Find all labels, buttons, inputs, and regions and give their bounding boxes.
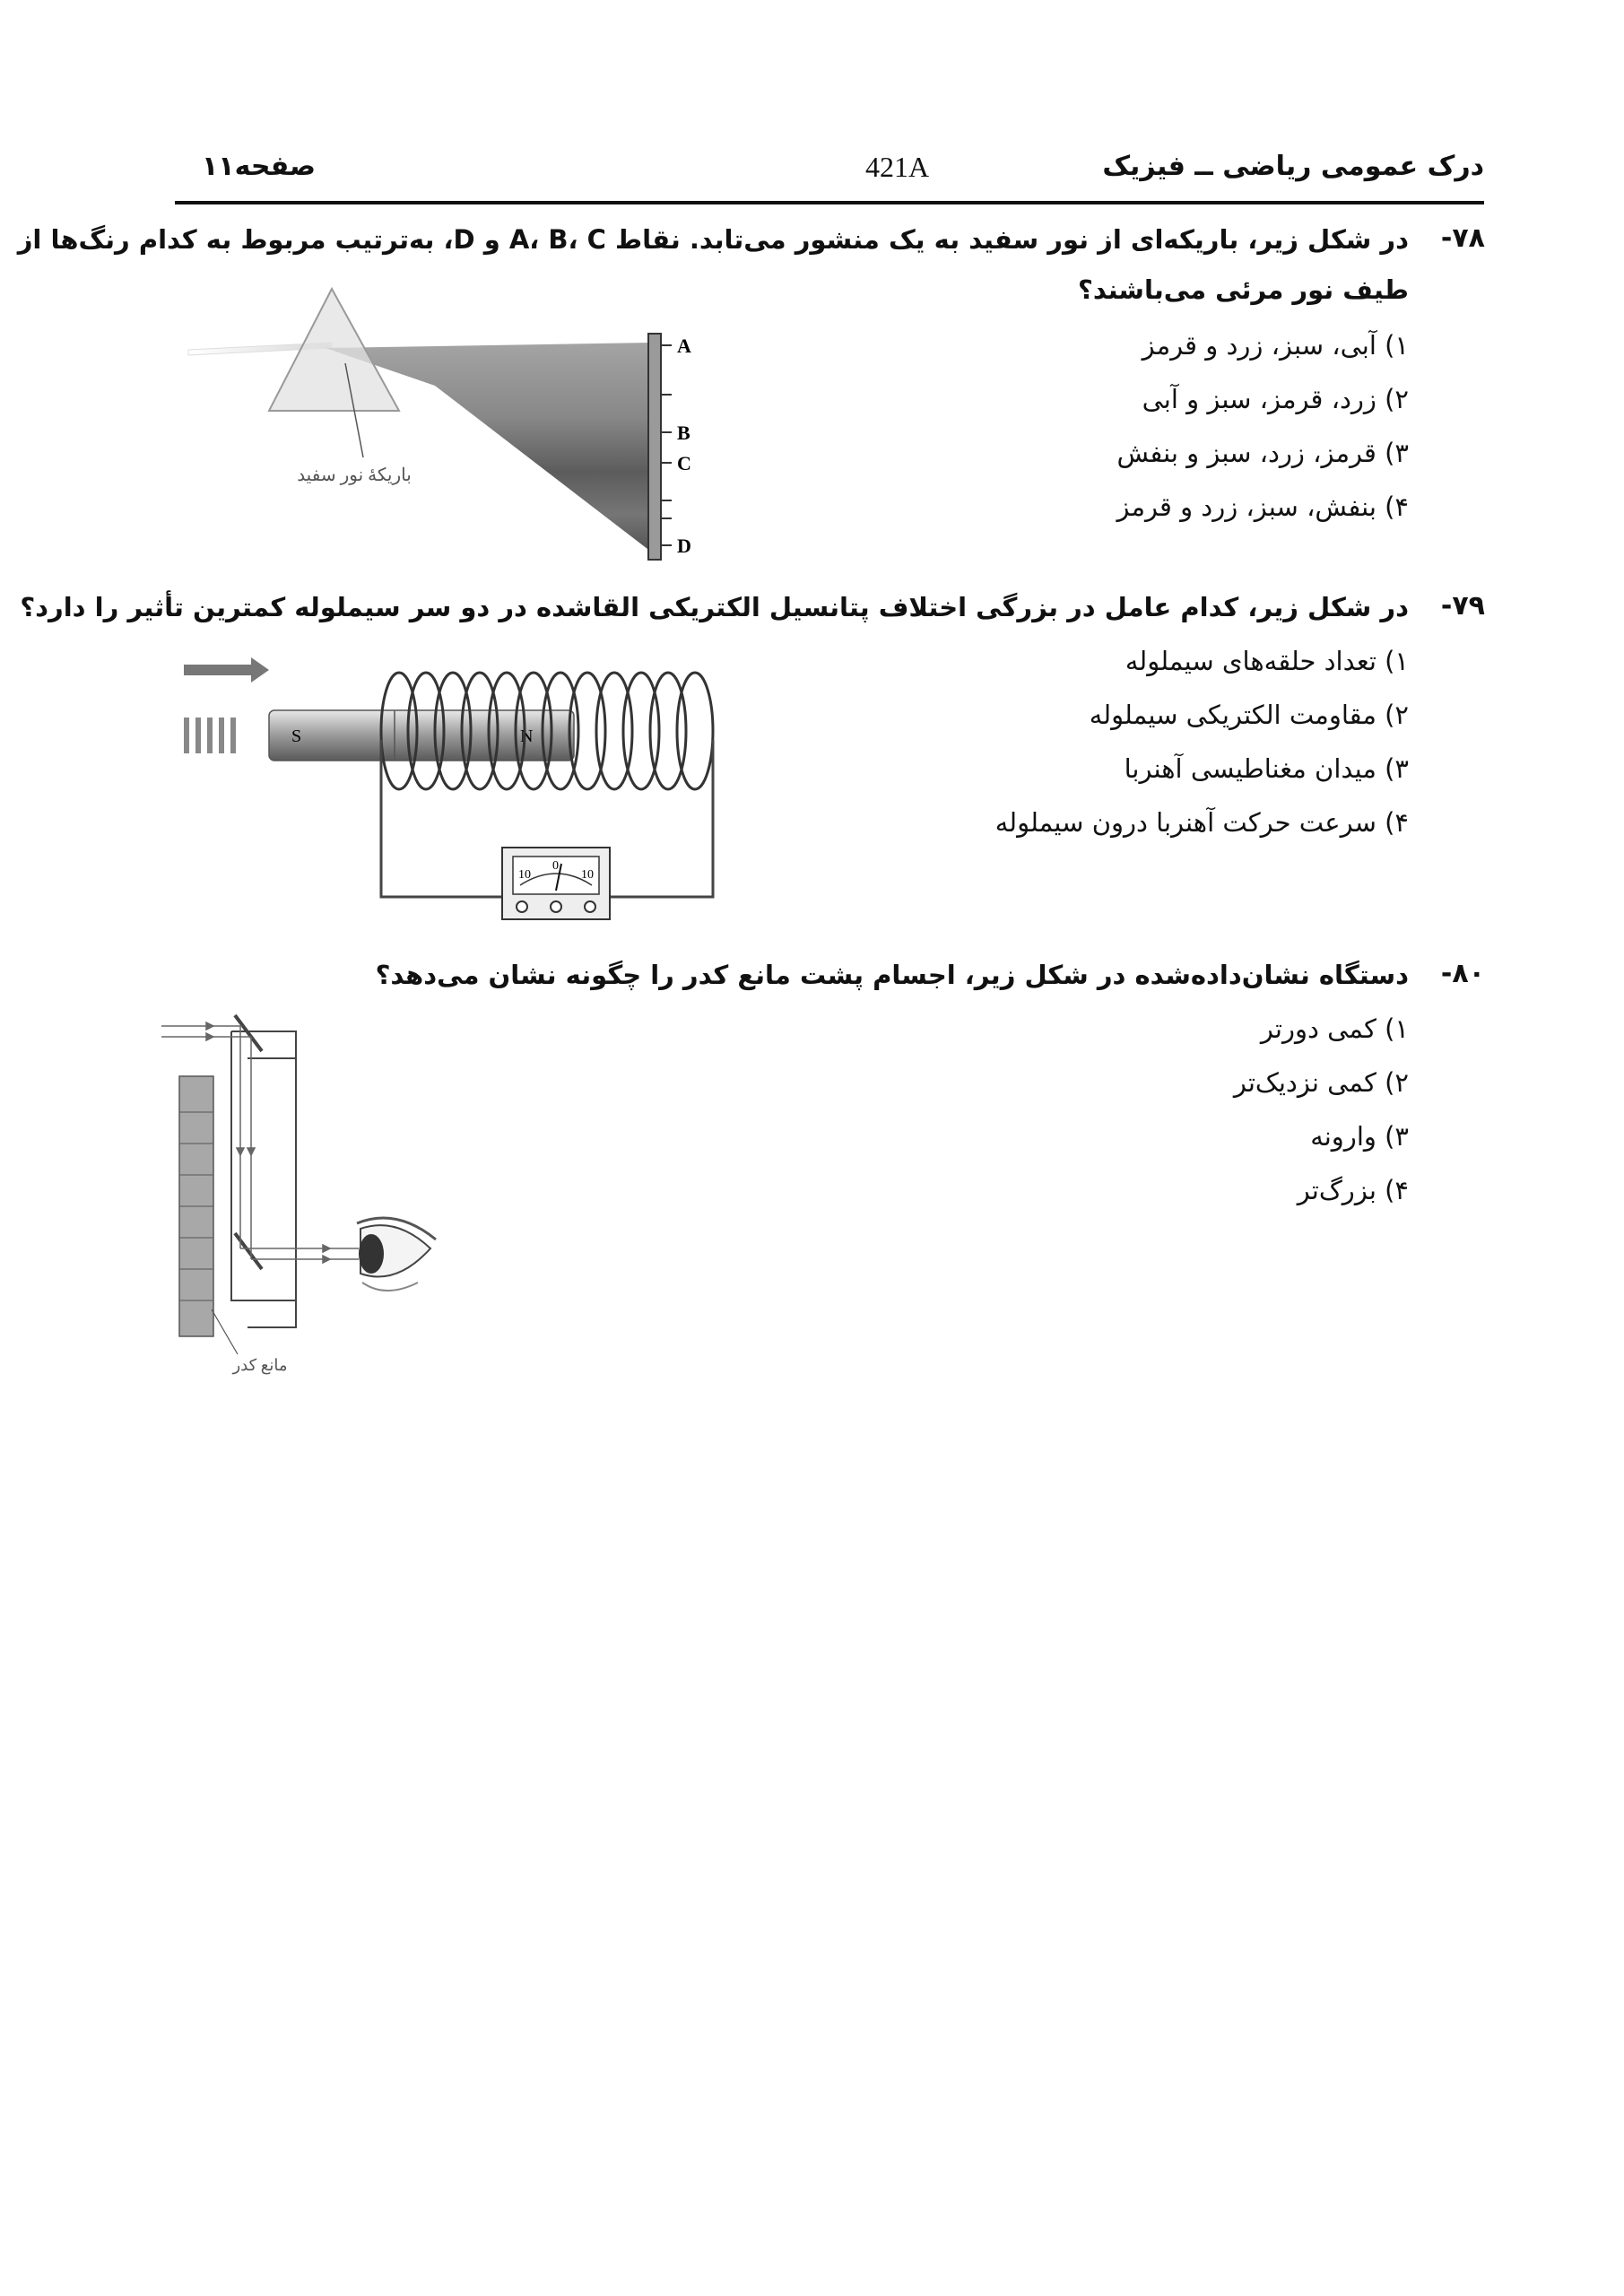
dial-label-right: 10 <box>581 868 594 882</box>
option-1[interactable]: ۱) تعداد حلقه‌های سیملوله <box>1125 646 1409 676</box>
periscope-tube <box>231 1031 296 1300</box>
dial-label-center: 0 <box>552 859 559 873</box>
screen <box>648 334 661 560</box>
bottom-mirror <box>235 1233 262 1269</box>
periscope-tube-inner <box>248 1058 296 1327</box>
point-b-label: B <box>677 422 690 444</box>
option-3[interactable]: ۳) میدان مغناطیسی آهنربا <box>1124 753 1409 784</box>
option-4[interactable]: ۴) بنفش، سبز، زرد و قرمز <box>1116 491 1409 522</box>
motion-arrow <box>184 657 269 683</box>
terminal <box>517 901 527 912</box>
option-3[interactable]: ۳) قرمز، زرد، سبز و بنفش <box>1116 438 1409 468</box>
question-text: در شکل زیر، کدام عامل در بزرگی اختلاف پتانسیل الکتریکی القاشده در دو سر سیملوله کمترین تأثیر را دارد؟ <box>20 592 1409 622</box>
point-c-label: C <box>677 452 691 474</box>
periscope-figure <box>161 1013 484 1390</box>
top-mirror <box>235 1015 262 1051</box>
motion-lines <box>207 718 213 753</box>
header-page-number: صفحه۱۱ <box>202 151 317 182</box>
motion-lines <box>184 718 189 753</box>
header-subject: درک عمومی ریاضی ــ فیزیک <box>1102 151 1484 182</box>
pole-n-label: N <box>520 726 534 746</box>
terminal <box>585 901 595 912</box>
motion-lines <box>230 718 236 753</box>
header-exam-code: 421A <box>865 151 930 183</box>
motion-lines <box>195 718 201 753</box>
point-a-label: A <box>677 335 691 357</box>
prism-figure <box>139 278 740 565</box>
terminal <box>551 901 561 912</box>
option-1[interactable]: ۱) کمی دورتر <box>1260 1013 1409 1044</box>
pole-s-label: S <box>291 726 302 746</box>
page-header <box>175 151 1484 190</box>
motion-lines <box>219 718 224 753</box>
question-number: ۷۸- <box>1440 222 1485 254</box>
question-text-line-1: در شکل زیر، باریکه‌ای از نور سفید به یک منشور می‌تابد. نقاط A، B، C و D، به‌ترتیب مربوط به کدام رنگ‌ها از <box>17 224 1409 255</box>
option-4[interactable]: ۴) بزرگ‌تر <box>1297 1175 1409 1205</box>
option-2[interactable]: ۲) کمی نزدیک‌تر <box>1233 1067 1409 1098</box>
point-d-label: D <box>677 535 691 557</box>
option-2[interactable]: ۲) مقاومت الکتریکی سیملوله <box>1089 700 1409 730</box>
option-3[interactable]: ۳) وارونه <box>1310 1121 1409 1152</box>
question-text: دستگاه نشان‌داده‌شده در شکل زیر، اجسام پشت مانع کدر را چگونه نشان می‌دهد؟ <box>375 960 1409 990</box>
question-text-line-2: طیف نور مرئی می‌باشند؟ <box>1078 274 1409 305</box>
periscope-tube <box>231 1031 296 1058</box>
beam-label: باریکهٔ نور سفید <box>297 465 412 485</box>
question-number: ۸۰- <box>1440 958 1485 989</box>
question-number: ۷۹- <box>1440 590 1485 622</box>
header-divider <box>175 201 1484 204</box>
barrier-label-pointer <box>212 1309 238 1354</box>
solenoid-figure <box>179 650 735 937</box>
eye-icon <box>357 1218 436 1291</box>
option-1[interactable]: ۱) آبی، سبز، زرد و قرمز <box>1142 330 1409 361</box>
option-2[interactable]: ۲) زرد، قرمز، سبز و آبی <box>1142 384 1409 414</box>
dial-label-left: 10 <box>518 868 531 882</box>
barrier-label: مانع کدر <box>232 1356 288 1374</box>
option-4[interactable]: ۴) سرعت حرکت آهنربا درون سیملوله <box>994 807 1409 838</box>
